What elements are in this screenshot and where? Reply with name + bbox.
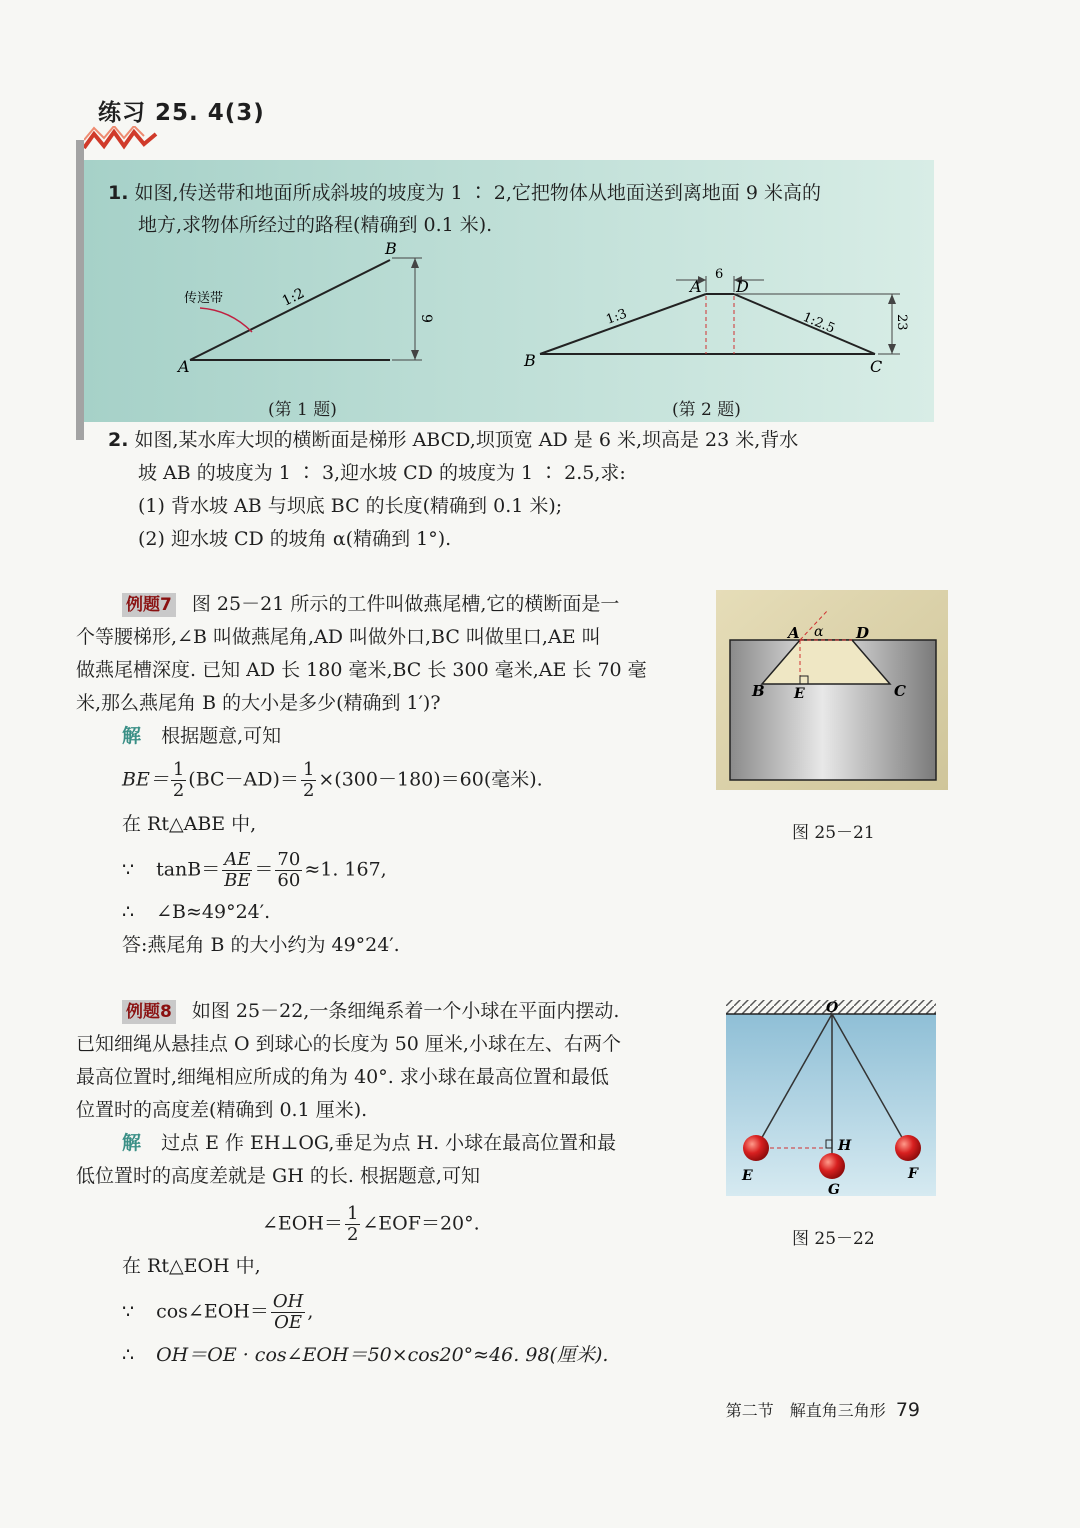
problem-2-line-1 <box>108 424 798 456</box>
exercise-title: 练习 25. 4(3) <box>98 100 265 126</box>
example-7-answer: 答:燕尾角 B 的大小约为 49°24′. <box>122 934 400 956</box>
example-8-eoh-equation: ∠EOH＝ $\frac{1}{2}$ ∠EOF＝20°. <box>262 1203 480 1245</box>
fig2-label-c: C <box>870 357 883 376</box>
svg-text:α: α <box>814 624 824 640</box>
problem-1-number: 1. <box>108 182 129 204</box>
fig1-caption: (第 1 题) <box>268 400 337 420</box>
example-7-line-3: 做燕尾槽深度. 已知 AD 长 180 毫米,BC 长 300 毫米,AE 长 70 毫 <box>76 659 647 681</box>
fig2-label-b: B <box>524 351 536 370</box>
left-margin-bar <box>76 140 84 440</box>
svg-text:C: C <box>894 682 906 700</box>
svg-text:E: E <box>742 1168 753 1184</box>
example-8-tag: 例题8 <box>122 1000 176 1024</box>
example-8-cos-equation: ∵ cos∠EOH＝ $\frac{OH}{OE}$ , <box>122 1291 314 1333</box>
example-8-line-2: 已知细绳从悬挂点 O 到球心的长度为 50 厘米,小球在左、右两个 <box>76 1033 621 1055</box>
frac-half-1: $\frac{1}{2}$ <box>172 759 185 801</box>
example-8-sol-1: 解 过点 E 作 EH⊥OG,垂足为点 H. 小球在最高位置和最 <box>122 1132 617 1154</box>
fig1-height: 9 <box>418 314 434 323</box>
svg-text:B: B <box>752 682 765 700</box>
example-8-line-1 <box>122 995 619 1027</box>
problem-2-number: 2. <box>108 429 129 451</box>
fig2-top-width: 6 <box>715 267 724 282</box>
zigzag-decoration <box>84 126 164 152</box>
example-7-line-2: 个等腰梯形,∠B 叫做燕尾角,AD 叫做外口,BC 叫做里口,AE 叫 <box>76 626 601 648</box>
fig2-caption: (第 2 题) <box>672 400 741 420</box>
example-8-oh-result: ∴ OH＝OE · cos∠EOH＝50×cos20°≈46. 98(厘米). <box>122 1344 609 1366</box>
problem-2-text-1: 如图,某水库大坝的横断面是梯形 ABCD,坝顶宽 AD 是 6 米,坝高是 23 米,背水 <box>134 429 799 451</box>
example-7-sol-1 <box>122 720 281 752</box>
example-7-angle-result: ∴ ∠B≈49°24′. <box>122 901 271 923</box>
svg-text:O: O <box>826 1000 839 1016</box>
problem-1-line-2: 地方,求物体所经过的路程(精确到 0.1 米). <box>138 214 493 236</box>
figure-25-21 <box>716 590 948 790</box>
example-8-sol-2: 低位置时的高度差就是 GH 的长. 根据题意,可知 <box>76 1165 480 1187</box>
svg-text:D: D <box>856 624 870 642</box>
example-7-line-4: 米,那么燕尾角 B 的大小是多少(精确到 1′)? <box>76 692 441 714</box>
example-8-line-3: 最高位置时,细绳相应所成的角为 40°. 求小球在最高位置和最低 <box>76 1066 609 1088</box>
example-8-line-4: 位置时的高度差(精确到 0.1 厘米). <box>76 1099 368 1121</box>
fig2-slope-right: 1:2.5 <box>800 309 837 337</box>
problem-2-sub-2: (2) 迎水坡 CD 的坡角 α(精确到 1°). <box>138 528 452 550</box>
page-footer <box>726 1398 920 1421</box>
example-7-tan-equation: ∵ tanB＝ $\frac{AE}{BE}$ ＝ $\frac{70}{60}$ ≈1. 167, <box>122 849 387 891</box>
frac-half-2: $\frac{1}{2}$ <box>302 759 315 801</box>
example-7-jie: 解 <box>122 725 142 747</box>
fig2-slope-left: 1:3 <box>604 306 630 328</box>
fig1-slope: 1:2 <box>279 285 308 310</box>
example-8-in-rt: 在 Rt△EOH 中, <box>122 1255 261 1277</box>
problem-2-line-2: 坡 AB 的坡度为 1 ∶ 3,迎水坡 CD 的坡度为 1 ∶ 2.5,求: <box>138 462 626 484</box>
example-7-sol-1-text: 根据题意,可知 <box>161 725 282 747</box>
example-7-in-rt: 在 Rt△ABE 中, <box>122 813 257 835</box>
fig-25-21-caption: 图 25－21 <box>792 823 875 843</box>
svg-text:G: G <box>828 1182 840 1196</box>
section-title: 第二节 解直角三角形 <box>725 1401 886 1420</box>
figure-problem-2 <box>520 262 910 392</box>
fig1-label-b: B <box>385 240 397 258</box>
svg-text:F: F <box>908 1166 918 1182</box>
svg-text:H: H <box>838 1138 852 1154</box>
fig2-height: 23 <box>894 314 909 331</box>
svg-text:A: A <box>788 624 800 642</box>
example-7-be-equation: BE＝ $\frac{1}{2}$ (BC－AD)＝ $\frac{1}{2}$ ×(300－180)＝60(毫米). <box>122 759 543 801</box>
fig2-label-d: D <box>736 277 749 296</box>
example-7-tag: 例题7 <box>122 593 176 617</box>
problem-1-text-1: 如图,传送带和地面所成斜坡的坡度为 1 ∶ 2,它把物体从地面送到离地面 9 米高的 <box>134 182 822 204</box>
page-number: 79 <box>895 1399 920 1421</box>
problem-2-sub-1: (1) 背水坡 AB 与坝底 BC 的长度(精确到 0.1 米); <box>138 495 563 517</box>
problem-1-line-1 <box>108 177 821 209</box>
figure-problem-1 <box>160 240 460 400</box>
figure-25-22 <box>726 998 936 1196</box>
fig2-label-a: A <box>690 277 702 296</box>
example-8-text-1: 如图 25－22,一条细绳系着一个小球在平面内摆动. <box>191 1000 620 1022</box>
example-7-line-1 <box>122 588 619 620</box>
svg-text:E: E <box>794 686 805 702</box>
fig1-belt-label: 传送带 <box>184 291 224 306</box>
example-8-jie: 解 <box>122 1132 142 1154</box>
fig1-label-a: A <box>178 357 190 376</box>
fig-25-22-caption: 图 25－22 <box>792 1229 875 1249</box>
example-7-text-1: 图 25－21 所示的工件叫做燕尾槽,它的横断面是一 <box>191 593 620 615</box>
